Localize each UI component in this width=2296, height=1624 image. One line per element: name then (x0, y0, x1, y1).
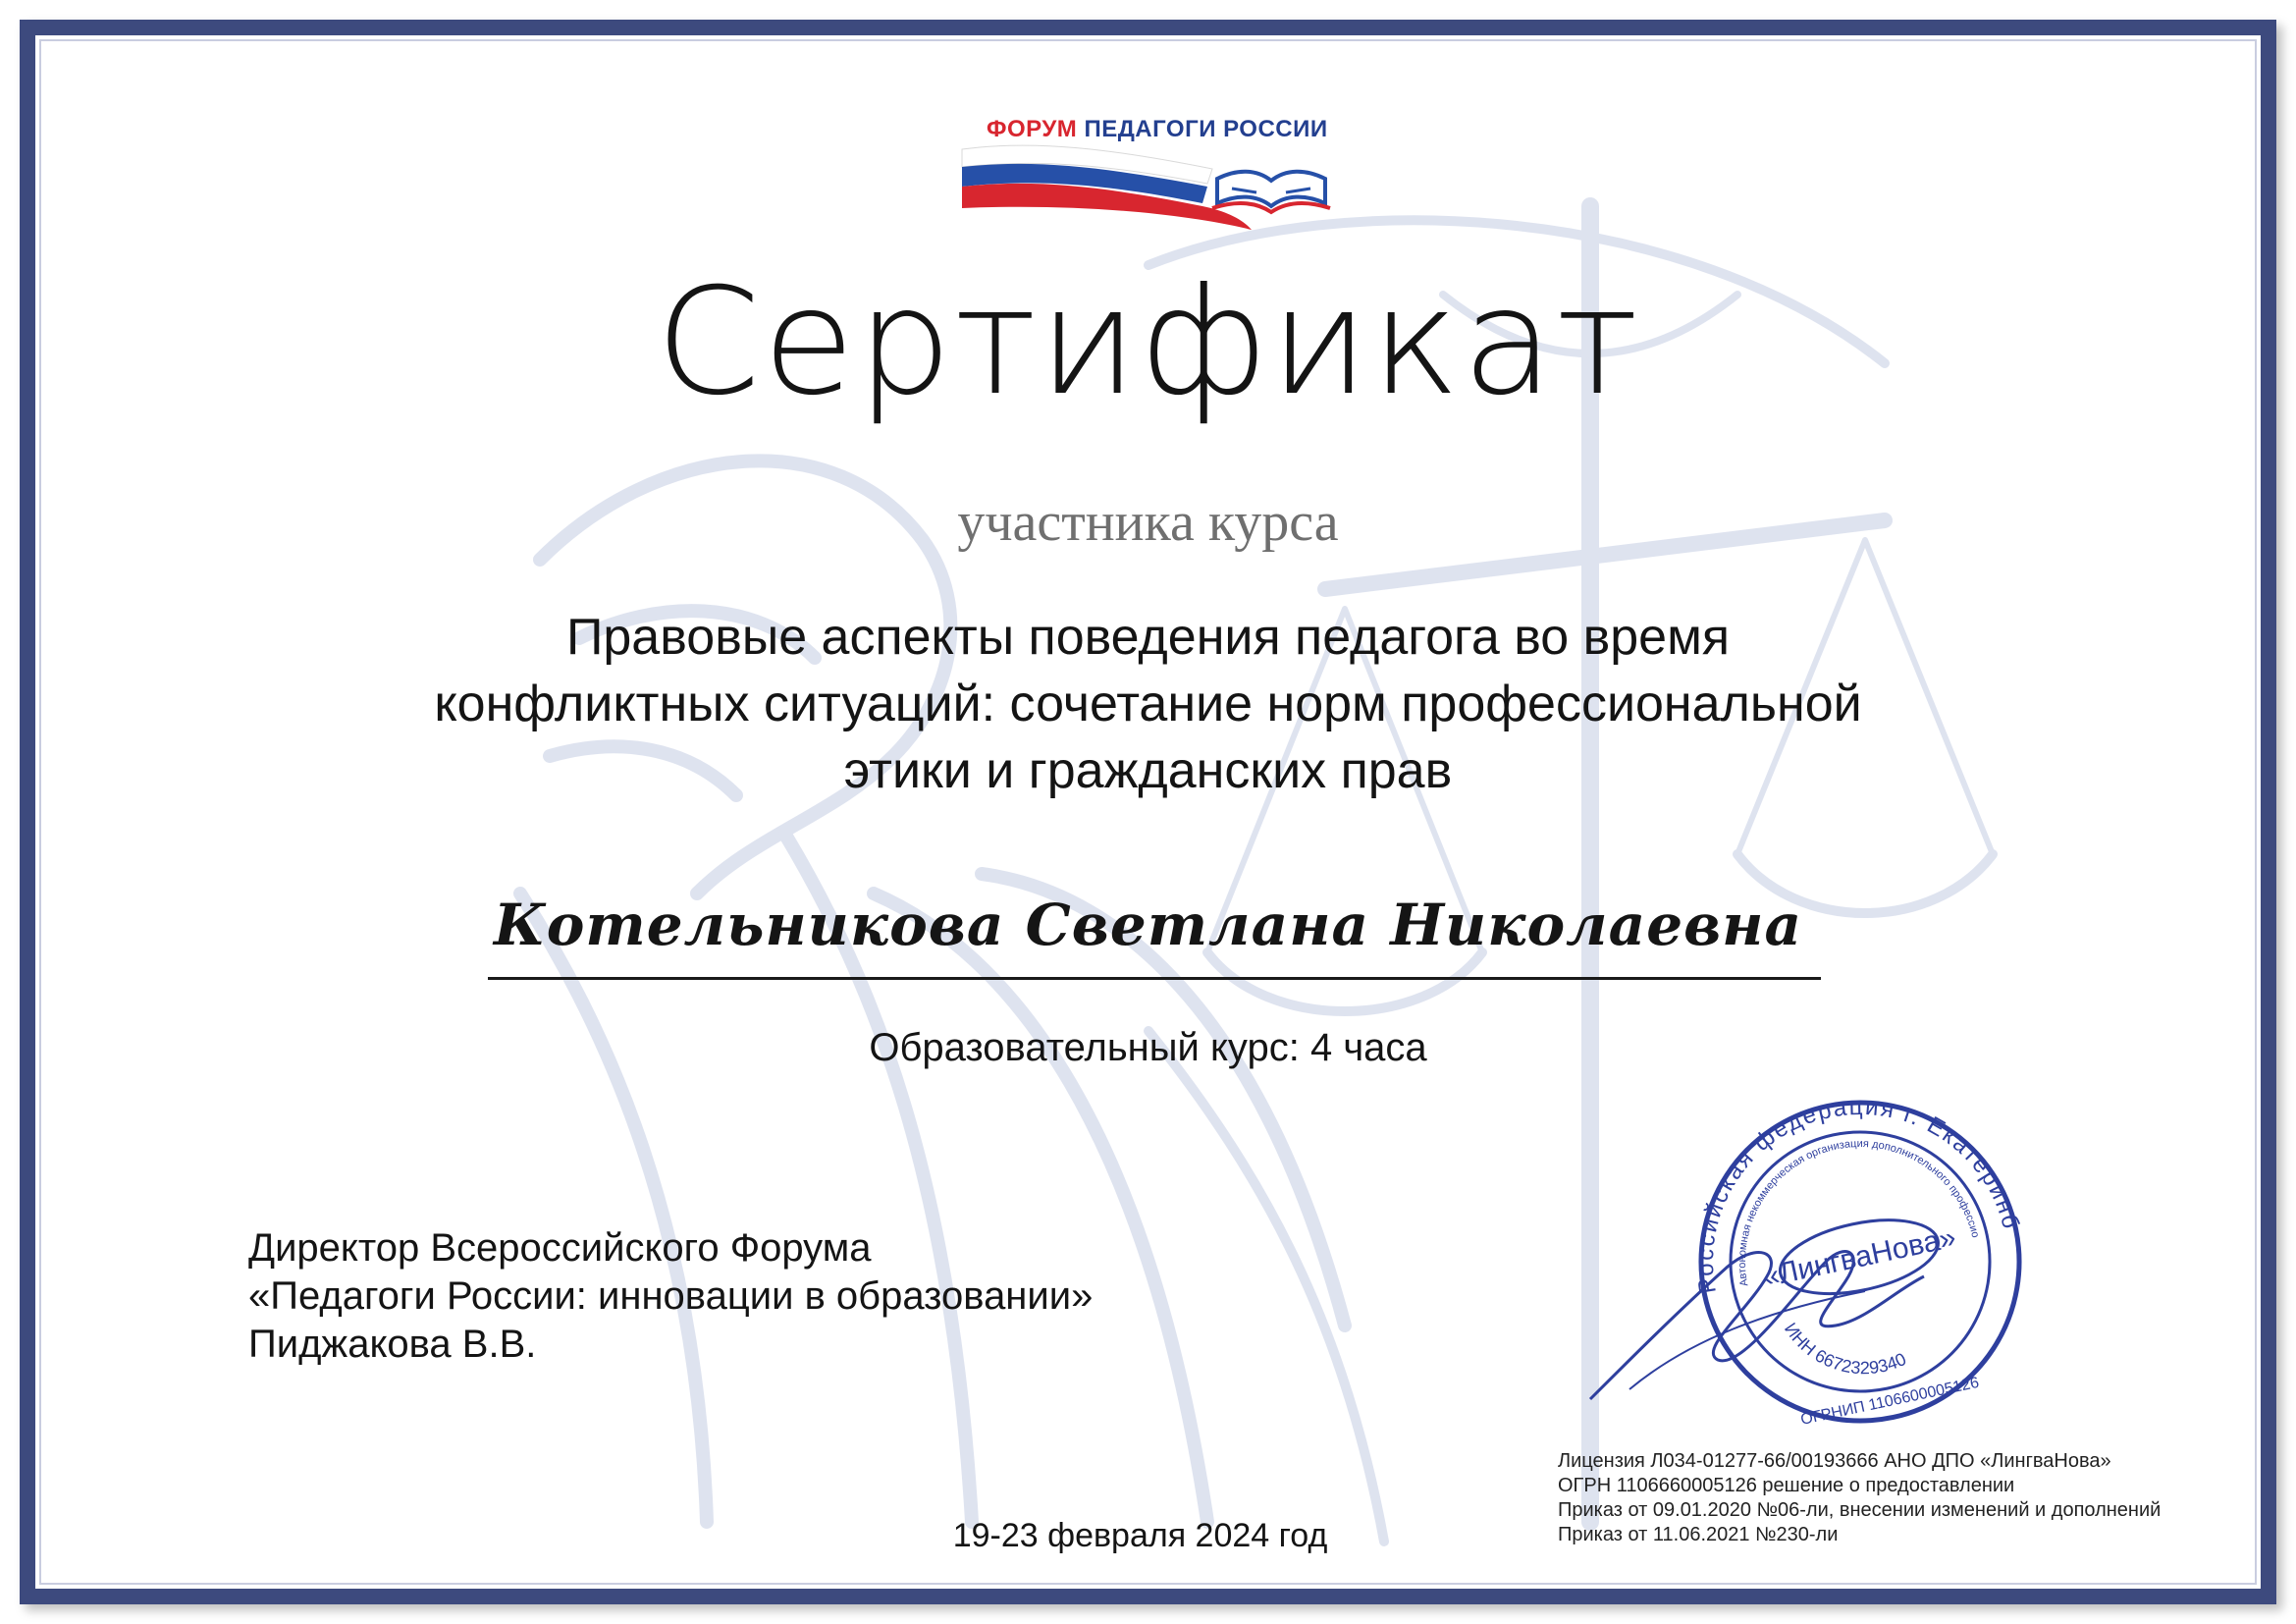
stamp-outer-text: Российская федерация г. Екатеринбург (1691, 1093, 2025, 1296)
license-line: ОГРН 1106660005126 решение о предоставлении (1558, 1475, 2015, 1496)
director-block (248, 1224, 1093, 1369)
course-duration: Образовательный курс: 4 часа (869, 1026, 1427, 1069)
director-line-1: Директор Всероссийского Форума (248, 1226, 872, 1270)
director-line-2: «Педагоги России: инновации в образовании» (248, 1274, 1094, 1318)
forum-logo (957, 110, 1350, 233)
course-title-line: конфликтных ситуаций: сочетание норм профессиональной (434, 676, 1862, 732)
svg-text:ИНН 6672329340 (1779, 1298, 1909, 1394)
certificate-title: Сертификат (655, 257, 1641, 428)
logo-text-red: ФОРУМ (987, 116, 1078, 142)
stamp-inner-text: Автономная некоммерческая организация дополнительного профессионального (1735, 1137, 1982, 1287)
certificate-subtitle: участника курса (957, 492, 1339, 553)
participant-name: Котельникова Светлана Николаевна (493, 892, 1803, 958)
stamp-center-text: «ЛингваНова» (1759, 1220, 1959, 1294)
logo-text-blue: ПЕДАГОГИ РОССИИ (1084, 116, 1328, 142)
director-name: Пиджакова В.В. (248, 1323, 537, 1366)
logo-text (987, 116, 1328, 143)
license-line: Лицензия Л034-01277-66/00193666 АНО ДПО «ЛингваНова» (1558, 1450, 2111, 1472)
name-underline (488, 977, 1821, 980)
course-dates: 19-23 февраля 2024 год (952, 1517, 1328, 1554)
course-title (196, 604, 2100, 804)
license-line: Приказ от 11.06.2021 №230-ли (1558, 1524, 1839, 1545)
organization-stamp (1571, 1065, 2061, 1438)
course-title-line: Правовые аспекты поведения педагога во время (566, 609, 1730, 666)
stamp-inn: ИНН 6672329340 (1780, 1319, 1909, 1379)
stamp-ogrnip: ОГРНИП 1106600005126 (1798, 1374, 1981, 1429)
license-line: Приказ от 09.01.2020 №06-ли, внесении изменений и дополнений (1558, 1499, 2162, 1521)
course-title-line: этики и гражданских прав (843, 742, 1453, 799)
